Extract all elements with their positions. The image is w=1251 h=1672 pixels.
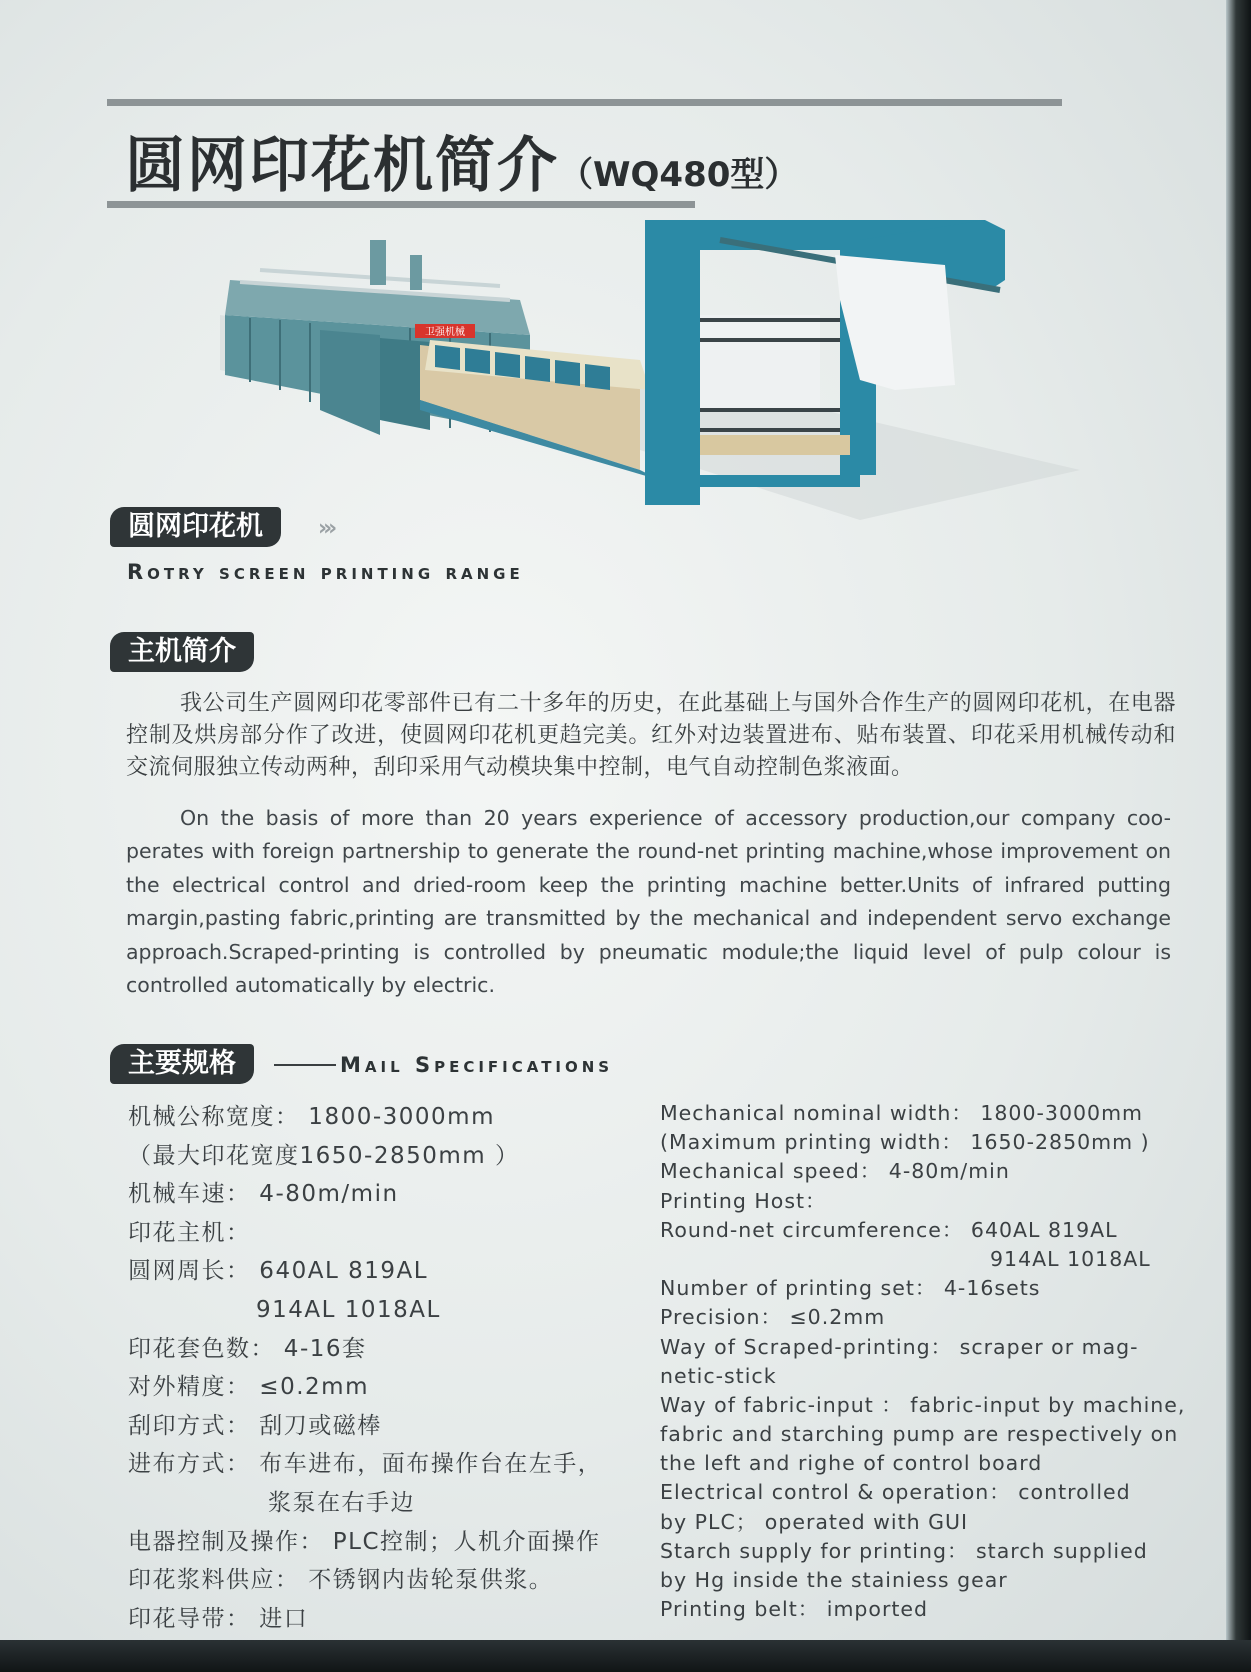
title-rule-top bbox=[107, 99, 1062, 106]
exhaust-stack bbox=[370, 240, 386, 285]
specs-label-pill bbox=[110, 1044, 254, 1084]
spec-en-line: fabric and starching pump are respectively on bbox=[660, 1422, 1179, 1447]
printing-machine-illustration bbox=[220, 220, 1080, 540]
spec-cn-line: 印花浆料供应： 不锈钢内齿轮泵供浆。 bbox=[128, 1567, 554, 1594]
product-label-cn: 圆网印花机 bbox=[128, 511, 263, 542]
specs-list-cn bbox=[128, 1098, 668, 1638]
feed-base bbox=[660, 475, 860, 487]
spec-cn-line: 印花导带： 进口 bbox=[128, 1605, 309, 1632]
spec-cn-line: 印花套色数： 4-16套 bbox=[128, 1335, 367, 1362]
spec-cn-line: （最大印花宽度1650-2850mm ） bbox=[128, 1142, 520, 1169]
spec-cn-line: 914AL 1018AL bbox=[256, 1296, 441, 1323]
intro-label-pill bbox=[110, 632, 254, 672]
product-label-pill bbox=[110, 507, 281, 547]
spec-cn-line: 进布方式： 布车进布，面布操作台在左手， bbox=[128, 1451, 603, 1478]
spec-en-line: the left and righe of control board bbox=[660, 1451, 1043, 1476]
spec-cn-line: 机械公称宽度： 1800-3000mm bbox=[128, 1104, 495, 1130]
page-title bbox=[125, 118, 798, 204]
spec-en-line: netic-stick bbox=[660, 1363, 777, 1388]
intro-label-cn: 主机简介 bbox=[128, 636, 236, 667]
page-edge-bottom bbox=[0, 1640, 1251, 1672]
spec-en-line: Mechanical speed： 4-80m/min bbox=[660, 1159, 1010, 1184]
exhaust-stack-2 bbox=[410, 255, 422, 290]
brand-badge-text: 卫强机械 bbox=[425, 327, 465, 338]
spec-en-line: by Hg inside the stainiess gear bbox=[660, 1568, 1008, 1592]
spec-cn-line: 印花主机： bbox=[128, 1219, 251, 1246]
triple-chevron-icon: ››› bbox=[318, 516, 334, 541]
spec-cn-line: 对外精度： ≤0.2mm bbox=[128, 1374, 369, 1401]
specs-list-en bbox=[660, 1099, 1186, 1624]
specs-dash bbox=[274, 1064, 336, 1066]
model-number: （WQ480型） bbox=[559, 155, 799, 195]
spec-en-line: Printing belt： imported bbox=[660, 1597, 929, 1622]
spec-en-line: (Maximum printing width： 1650-2850mm ) bbox=[660, 1130, 1150, 1155]
spec-cn-line: 机械车速： 4-80m/min bbox=[128, 1181, 399, 1208]
spec-en-line: Electrical control & operation： controlled bbox=[660, 1480, 1131, 1505]
fabric-roll bbox=[700, 315, 820, 410]
dryer-front bbox=[320, 330, 380, 435]
spec-en-line: Printing Host： bbox=[660, 1188, 827, 1213]
spec-cn-line: 圆网周长： 640AL 819AL bbox=[128, 1258, 429, 1285]
spec-en-line: Round-net circumference： 640AL 819AL bbox=[660, 1217, 1118, 1242]
title-text: 圆网印花机简介 bbox=[125, 131, 559, 201]
intro-text-en: On the basis of more than 20 years experience of accessory production,our company coo-perates with foreign partnership to generate the round-net printing machine,whose improvement on the electrical control and dried-room keep the printing machine better.Units of infrared putting margin,pasting fabric,printing are transmitted by the mechanical and independent servo exchange approach.Scraped-printing is controlled by pneumatic module;the liquid level of pulp colour is controlled automatically by electric. bbox=[126, 806, 1171, 998]
spec-en-line: Way of Scraped-printing： scraper or mag- bbox=[660, 1334, 1139, 1359]
spec-en-line: Starch supply for printing： starch supplied bbox=[660, 1538, 1148, 1563]
spec-en-line: Precision： ≤0.2mm bbox=[660, 1305, 886, 1330]
spec-en-line: by PLC； operated with GUI bbox=[660, 1509, 969, 1534]
product-label-en: Rotry screen printing range bbox=[127, 560, 524, 584]
page-edge-right bbox=[1226, 0, 1251, 1672]
title-rule-bottom bbox=[107, 201, 695, 208]
intro-text-cn: 我公司生产圆网印花零部件已有二十多年的历史，在此基础上与国外合作生产的圆网印花机，在电器控制及烘房部分作了改进，使圆网印花机更趋完美。红外对边装置进布、贴布装置、印花采用机械传动和交流伺服独立传动两种，刮印采用气动模块集中控制，电气自动控制色浆液面。 bbox=[126, 691, 1176, 780]
spec-en-line: Mechanical nominal width： 1800-3000mm bbox=[660, 1101, 1144, 1125]
spec-en-line: 914AL 1018AL bbox=[990, 1246, 1151, 1271]
specs-label-cn: 主要规格 bbox=[128, 1048, 236, 1079]
feed-frame-left bbox=[645, 250, 700, 505]
spec-cn-line: 电器控制及操作： PLC控制；人机介面操作 bbox=[128, 1528, 601, 1555]
spec-en-line: Number of printing set： 4-16sets bbox=[660, 1276, 1041, 1301]
feed-platform bbox=[700, 435, 850, 455]
spec-cn-line: 浆泵在右手边 bbox=[268, 1489, 415, 1516]
spec-cn-line: 刮印方式： 刮刀或磁棒 bbox=[128, 1412, 382, 1439]
specs-label-en: Mail Specifications bbox=[340, 1053, 614, 1077]
spec-en-line: Way of fabric-input ： fabric-input by machine, bbox=[660, 1392, 1186, 1417]
